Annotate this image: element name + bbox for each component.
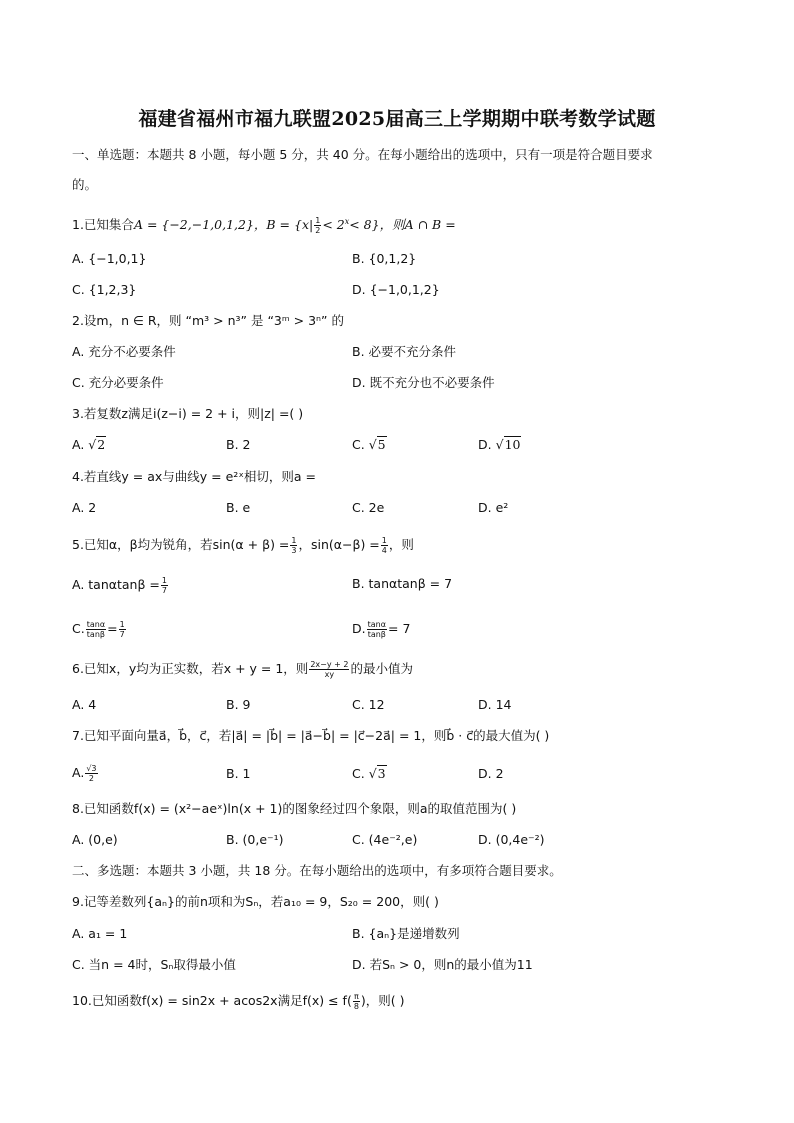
- q5-c-eq: =: [107, 621, 118, 636]
- q6-option-a: A. 4: [72, 697, 97, 712]
- question-4-stem: 4.若直线y = ax与曲线y = e²ˣ相切，则a =: [72, 469, 316, 484]
- q1-option-b: B. {0,1,2}: [352, 251, 417, 266]
- q10-frac-num: π: [353, 992, 359, 1001]
- q9-option-c: C. 当n = 4时，Sₙ取得最小值: [72, 957, 236, 972]
- q5-d-frac: [367, 620, 387, 639]
- question-2-stem: 2.设m，n ∈ R，则 “m³ > n³” 是 “3ᵐ > 3ⁿ” 的: [72, 313, 344, 328]
- q3-c-label: C.: [352, 437, 365, 452]
- q7-a-label: A.: [72, 765, 85, 780]
- q7-option-a: [72, 764, 99, 783]
- q1-stem-ineq: < 2: [322, 217, 345, 233]
- q3-c-sqrt: √5: [368, 437, 386, 452]
- q5-frac-2-den: 4: [381, 546, 387, 555]
- q5-frac-1: [290, 536, 297, 555]
- q6-stem-a: 6.已知x，y均为正实数，若x + y = 1，则: [72, 661, 309, 676]
- q6-frac: [309, 660, 349, 679]
- q2-option-d: D. 既不充分也不必要条件: [352, 375, 495, 390]
- q5-option-c: [72, 620, 127, 639]
- q1-stem-prefix: 1.已知集合: [72, 217, 134, 233]
- q10-stem-a: 10.已知函数f(x) = sin2x + acos2x满足f(x) ≤ f(: [72, 993, 352, 1008]
- q3-a-sqrt: √2: [88, 437, 106, 452]
- q1-option-c: C. {1,2,3}: [72, 282, 137, 297]
- q5-d-label: D.: [352, 621, 366, 636]
- question-1-stem: [72, 214, 456, 235]
- q5-a-frac: [161, 576, 168, 595]
- q8-option-c: C. (4e⁻²,e): [352, 832, 418, 847]
- q1-option-a: A. {−1,0,1}: [72, 251, 147, 266]
- q3-d-radicand: 10: [504, 437, 521, 452]
- q10-frac: [353, 992, 360, 1011]
- q9-option-a: A. a₁ = 1: [72, 926, 128, 941]
- q7-option-c: [352, 766, 387, 782]
- question-8-stem: 8.已知函数f(x) = (x²−aeˣ)ln(x + 1)的图象经过四个象限，则a的取值范围为( ): [72, 801, 517, 816]
- q5-c-den: tanβ: [86, 630, 105, 639]
- q5-d-num: tanα: [367, 620, 386, 629]
- q3-option-b: B. 2: [226, 437, 251, 452]
- q2-option-b: B. 必要不充分条件: [352, 344, 457, 359]
- q8-option-b: B. (0,e⁻¹): [226, 832, 284, 847]
- q5-frac-1-num: 1: [291, 536, 297, 545]
- question-10-stem: [72, 992, 405, 1011]
- q10-frac-den: 8: [353, 1002, 359, 1011]
- question-9-stem: 9.记等差数列{aₙ}的前n项和为Sₙ，若a₁₀ = 9，S₂₀ = 200，则( ): [72, 894, 439, 909]
- q5-frac-2: [381, 536, 388, 555]
- q2-option-c: C. 充分必要条件: [72, 375, 164, 390]
- section-2-heading: 二、多选题：本题共 3 小题，共 18 分。在每小题给出的选项中，有多项符合题目要求。: [72, 863, 562, 878]
- q1-fraction: [314, 216, 321, 235]
- q5-a-den: 7: [161, 586, 168, 595]
- q5-stem-a: 5.已知α，β均为锐角，若sin(α + β) =: [72, 537, 290, 552]
- q7-a-frac: [85, 764, 97, 783]
- q7-a-num: √3: [86, 764, 97, 773]
- q1-stem-sets: A = {−2,−1,0,1,2}，B = {x|: [133, 217, 314, 233]
- q2-option-a: A. 充分不必要条件: [72, 344, 176, 359]
- q5-option-d: [352, 620, 410, 639]
- q6-option-d: D. 14: [478, 697, 512, 712]
- q8-option-a: A. (0,e): [72, 832, 118, 847]
- q4-option-d: D. e²: [478, 500, 509, 515]
- section-1-heading-cont: 的。: [72, 177, 98, 192]
- q5-c-num-2: 1: [119, 620, 125, 629]
- q5-stem-c: ，则: [388, 537, 414, 552]
- q5-frac-2-num: 1: [381, 536, 387, 545]
- q5-d-tail: = 7: [388, 621, 411, 636]
- q5-a-label: A. tanαtanβ =: [72, 577, 160, 592]
- q6-option-b: B. 9: [226, 697, 251, 712]
- q6-stem-b: 的最小值为: [350, 661, 413, 676]
- q10-stem-b: )，则( ): [360, 993, 405, 1008]
- q1-frac-num: 1: [315, 216, 321, 226]
- q5-stem-b: ，sin(α−β) =: [298, 537, 380, 552]
- q3-a-radicand: 2: [97, 437, 106, 452]
- q7-c-radicand: 3: [377, 766, 386, 781]
- question-6-stem: [72, 660, 413, 679]
- q3-option-a: [72, 437, 106, 453]
- q7-c-sqrt: √3: [368, 766, 386, 781]
- q9-option-d: D. 若Sₙ > 0，则n的最小值为11: [352, 957, 533, 972]
- page-title: 福建省福州市福九联盟2025届高三上学期期中联考数学试题: [138, 108, 656, 130]
- q5-c-label: C.: [72, 621, 85, 636]
- q8-option-d: D. (0,4e⁻²): [478, 832, 545, 847]
- q7-option-b: B. 1: [226, 766, 251, 781]
- q4-option-b: B. e: [226, 500, 251, 515]
- q4-option-c: C. 2e: [352, 500, 385, 515]
- q7-c-label: C.: [352, 766, 365, 781]
- q7-a-den: 2: [88, 774, 94, 783]
- question-3-stem: 3.若复数z满足i(z−i) = 2 + i，则|z| =( ): [72, 406, 304, 421]
- q5-d-den: tanβ: [367, 630, 386, 639]
- q3-option-d: [478, 437, 521, 453]
- q9-option-b: B. {aₙ}是递增数列: [352, 926, 460, 941]
- q5-c-frac: [86, 620, 106, 639]
- q3-d-sqrt: √10: [495, 437, 521, 452]
- q4-option-a: A. 2: [72, 500, 97, 515]
- q5-c-den-2: 7: [119, 630, 125, 639]
- question-7-stem: 7.已知平面向量a⃗，b⃗，c⃗，若|a⃗| = |b⃗| = |a⃗−b⃗| = |c⃗−2a⃗| = 1，则b⃗ · c⃗的最大值为( ): [72, 728, 550, 743]
- q3-c-radicand: 5: [377, 437, 386, 452]
- q5-a-num: 1: [161, 576, 168, 585]
- q5-frac-1-den: 3: [291, 546, 297, 555]
- q3-d-label: D.: [478, 437, 492, 452]
- q5-c-num: tanα: [86, 620, 106, 629]
- q6-option-c: C. 12: [352, 697, 385, 712]
- q1-frac-den: 2: [315, 226, 321, 236]
- q5-option-a: [72, 576, 169, 595]
- q5-c-frac-2: [119, 620, 126, 639]
- q1-stem-end: < 8}，则A ∩ B =: [349, 217, 456, 233]
- q6-frac-den: xy: [324, 670, 335, 679]
- q6-frac-num: 2x−y + 2: [310, 660, 349, 669]
- q1-option-d: D. {−1,0,1,2}: [352, 282, 440, 297]
- q7-option-d: D. 2: [478, 766, 504, 781]
- q5-option-b: B. tanαtanβ = 7: [352, 576, 453, 591]
- q1-superscript: x: [344, 217, 350, 226]
- question-5-stem: [72, 536, 414, 555]
- q3-option-c: [352, 437, 387, 453]
- q3-a-label: A.: [72, 437, 85, 452]
- section-1-heading: 一、单选题：本题共 8 小题，每小题 5 分，共 40 分。在每小题给出的选项中，只有一项是符合题目要求: [72, 147, 653, 162]
